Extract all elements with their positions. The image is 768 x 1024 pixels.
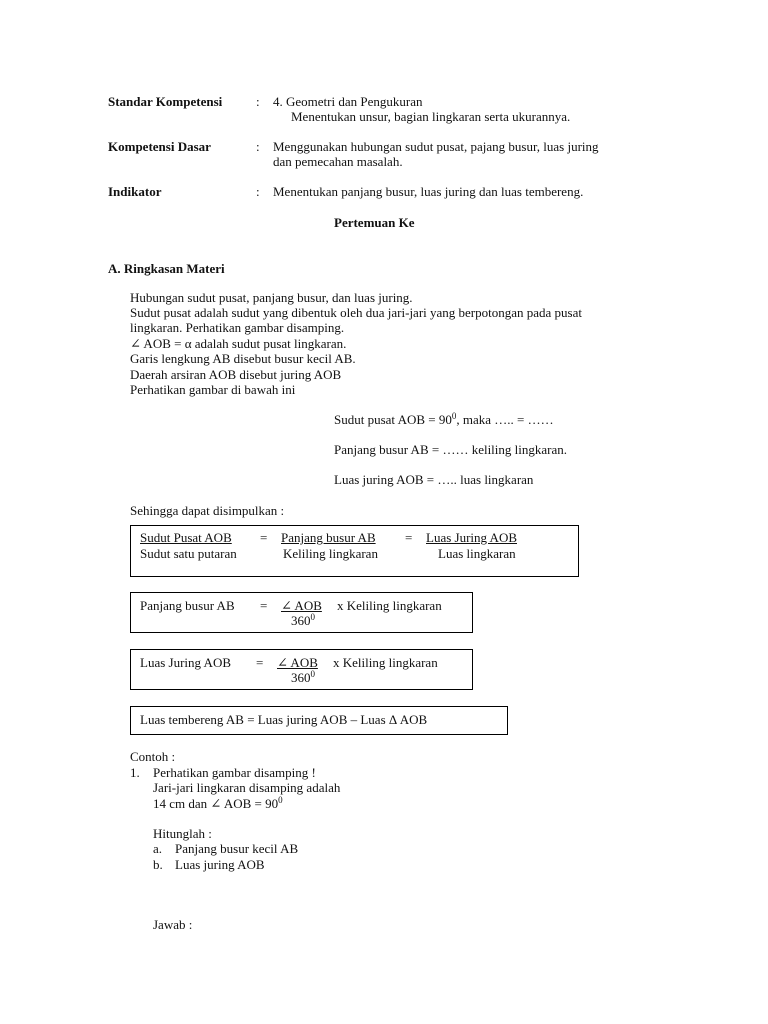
summary-line: Sudut pusat adalah sudut yang dibentuk oleh dua jari-jari yang berpotongan pada pusat bbox=[130, 305, 582, 320]
sector-area-formula-box bbox=[130, 649, 473, 690]
summary-line: Perhatikan gambar di bawah ini bbox=[130, 382, 296, 397]
arc-length-formula-box bbox=[130, 592, 473, 633]
section-a-heading: A. Ringkasan Materi bbox=[108, 261, 225, 276]
item-label: b. bbox=[153, 857, 163, 872]
formula-lhs: Panjang busur AB bbox=[140, 598, 235, 613]
item-text: Luas juring AOB bbox=[175, 857, 265, 872]
fraction-numerator: ∠ AOB bbox=[277, 655, 318, 670]
fraction-denominator: $360^0$ bbox=[291, 669, 315, 685]
question-luas-juring: Luas juring AOB = ….. luas lingkaran bbox=[334, 472, 534, 487]
question-sudut-pusat: Sudut pusat AOB = $90^0$, maka ….. = …… bbox=[334, 411, 554, 427]
fraction-denominator: Sudut satu putaran bbox=[140, 546, 237, 561]
conclusion-text: Sehingga dapat disimpulkan : bbox=[130, 503, 285, 518]
meeting-title: Pertemuan Ke bbox=[334, 215, 415, 230]
equals-sign: = bbox=[260, 598, 268, 613]
kompetensi-dasar-label: Kompetensi Dasar bbox=[108, 139, 211, 154]
item-text: Panjang busur kecil AB bbox=[175, 841, 299, 856]
fraction-denominator: Luas lingkaran bbox=[438, 546, 516, 561]
ratio-formula-box bbox=[130, 525, 579, 577]
equals-sign: = bbox=[405, 530, 413, 545]
summary-line: lingkaran. Perhatikan gambar disamping. bbox=[130, 320, 345, 335]
example-title: Contoh : bbox=[130, 749, 176, 764]
kompetensi-dasar-line2: dan pemecahan masalah. bbox=[273, 154, 403, 169]
kompetensi-dasar-line1: Menggunakan hubungan sudut pusat, pajang busur, luas juring bbox=[273, 139, 599, 154]
fraction-numerator: Sudut Pusat AOB bbox=[140, 530, 232, 545]
example-line: 14 cm dan ∠ AOB = $90^0$ bbox=[153, 795, 283, 811]
answer-label: Jawab : bbox=[153, 917, 193, 932]
indikator-line1: Menentukan panjang busur, luas juring dan luas tembereng. bbox=[273, 184, 584, 199]
formula-multiplier: x Keliling lingkaran bbox=[333, 655, 438, 670]
formula-multiplier: x Keliling lingkaran bbox=[337, 598, 442, 613]
formula-lhs: Luas Juring AOB bbox=[140, 655, 231, 670]
colon: : bbox=[256, 184, 260, 199]
fraction-numerator: Panjang busur AB bbox=[281, 530, 376, 545]
fraction-denominator: $360^0$ bbox=[291, 612, 315, 628]
summary-line: Hubungan sudut pusat, panjang busur, dan luas juring. bbox=[130, 290, 413, 305]
question-panjang-busur: Panjang busur AB = …… keliling lingkaran. bbox=[334, 442, 568, 457]
segment-formula-text: Luas tembereng AB = Luas juring AOB – Luas Δ AOB bbox=[140, 712, 428, 727]
equals-sign: = bbox=[260, 530, 268, 545]
example-line: Perhatikan gambar disamping ! bbox=[153, 765, 316, 780]
standar-kompetensi-line2: Menentukan unsur, bagian lingkaran serta ukurannya. bbox=[291, 109, 571, 124]
hitunglah-label: Hitunglah : bbox=[153, 826, 212, 841]
item-label: a. bbox=[153, 841, 163, 856]
example-number: 1. bbox=[130, 765, 140, 780]
fraction-numerator: Luas Juring AOB bbox=[426, 530, 517, 545]
colon: : bbox=[256, 139, 260, 154]
equals-sign: = bbox=[256, 655, 264, 670]
standar-kompetensi-label: Standar Kompetensi bbox=[108, 94, 223, 109]
fraction-denominator: Keliling lingkaran bbox=[283, 546, 378, 561]
fraction-numerator: ∠ AOB bbox=[281, 598, 322, 613]
summary-line: Garis lengkung AB disebut busur kecil AB. bbox=[130, 351, 356, 366]
segment-area-formula-box bbox=[130, 706, 508, 735]
example-line: Jari-jari lingkaran disamping adalah bbox=[153, 780, 341, 795]
standar-kompetensi-line1: 4. Geometri dan Pengukuran bbox=[273, 94, 423, 109]
summary-line: Daerah arsiran AOB disebut juring AOB bbox=[130, 367, 342, 382]
summary-line: ∠ AOB = α adalah sudut pusat lingkaran. bbox=[130, 336, 347, 351]
colon: : bbox=[256, 94, 260, 109]
indikator-label: Indikator bbox=[108, 184, 162, 199]
